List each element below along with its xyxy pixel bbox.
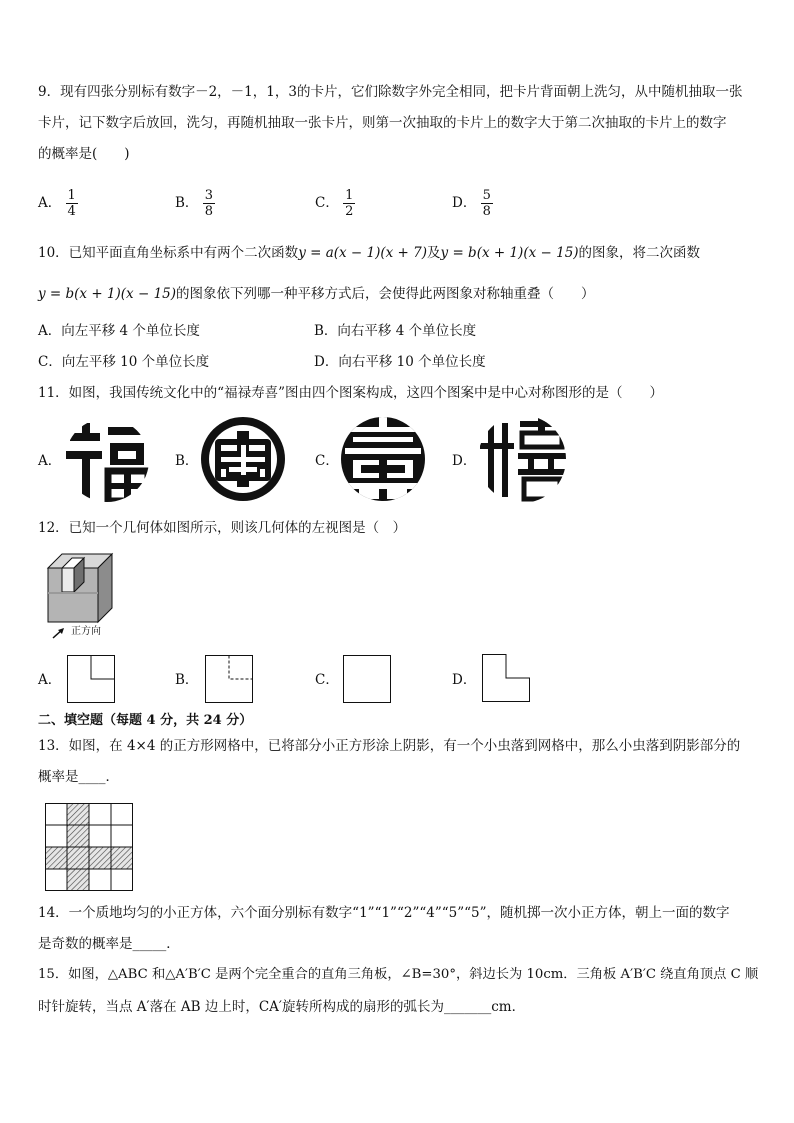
- formula-2: y = b(x + 1)(x − 15): [440, 245, 579, 261]
- q14-line-2: 是奇数的概率是_____．: [38, 936, 180, 952]
- q12-text: 12．已知一个几何体如图所示，则该几何体的左视图是（ ）: [38, 520, 407, 536]
- formula-1: y = a(x − 1)(x + 7): [298, 245, 428, 261]
- q11-option-a[interactable]: A．: [38, 453, 62, 469]
- q9-option-a[interactable]: [38, 188, 78, 219]
- q13-line-2: 概率是____．: [38, 769, 119, 785]
- xi-emblem-icon[interactable]: [476, 413, 568, 505]
- q9-option-b[interactable]: [175, 188, 215, 219]
- fraction: $\frac{5}{8}$: [482, 188, 491, 219]
- view-c-figure[interactable]: [343, 655, 391, 703]
- view-a-figure[interactable]: [67, 655, 115, 703]
- q9-line-1: 9．现有四张分别标有数字－2，－1，1，3的卡片，它们除数字外完全相同，把卡片背面朝上洗匀，从中随机抽取一张: [38, 84, 743, 100]
- q12-option-a[interactable]: A．: [38, 672, 62, 688]
- q12-option-c[interactable]: C．: [315, 672, 339, 688]
- q14-line-1: 14．一个质地均匀的小正方体，六个面分别标有数字“1”“1”“2”“4”“5”“5”，随机掷一次小正方体，朝上一面的数字: [38, 905, 730, 921]
- q9-option-c[interactable]: [315, 188, 355, 219]
- direction-label: 正方向: [71, 626, 101, 637]
- fu-emblem-icon[interactable]: [62, 415, 152, 505]
- q11-option-c[interactable]: C．: [315, 453, 339, 469]
- q10-option-c[interactable]: C．向左平移 10 个单位长度: [38, 354, 210, 370]
- q10-option-a[interactable]: A．向左平移 4 个单位长度: [38, 323, 200, 339]
- fraction: $\frac{1}{4}$: [67, 188, 76, 219]
- q15-line-2: 时针旋转，当点 A′落在 AB 边上时，CA′旋转所构成的扇形的弧长为_______cm．: [38, 999, 526, 1015]
- q13-line-1: 13．如图，在 4×4 的正方形网格中，已将部分小正方形涂上阴影，有一个小虫落到网格中，那么小虫落到阴影部分的: [38, 738, 741, 754]
- view-d-figure[interactable]: [482, 654, 530, 702]
- shou-emblem-icon[interactable]: [339, 415, 427, 503]
- q15-line-1: 15．如图，△ABC 和△A′B′C 是两个完全重合的直角三角板，∠B=30°，斜边长为 10cm．三角板 A′B′C 绕直角顶点 C 顺: [38, 967, 759, 982]
- grid-4x4-figure: [45, 803, 133, 891]
- q12-option-d[interactable]: D．: [452, 672, 477, 688]
- section-2-title: 二、填空题（每题 4 分，共 24 分）: [38, 713, 253, 728]
- option-label: B．: [175, 195, 199, 211]
- q11-text: 11．如图，我国传统文化中的“福禄寿喜”图由四个图案构成，这四个图案中是中心对称图形的是（ ）: [38, 385, 663, 401]
- option-label: D．: [452, 195, 477, 211]
- fraction: $\frac{3}{8}$: [204, 188, 213, 219]
- fraction: $\frac{1}{2}$: [345, 188, 354, 219]
- q9-line-3: 的概率是( ): [38, 146, 130, 162]
- formula-3: y = b(x + 1)(x − 15): [38, 286, 177, 302]
- solid-figure: [44, 550, 124, 628]
- q11-option-b[interactable]: B．: [175, 453, 199, 469]
- option-label: A．: [38, 195, 62, 211]
- lu-emblem-icon[interactable]: [199, 415, 287, 503]
- q10-line-1: 10．已知平面直角坐标系中有两个二次函数y = a(x − 1)(x + 7)及y = b(x + 1)(x − 15)的图象，将二次函数: [38, 245, 701, 261]
- q10-option-b[interactable]: B．向右平移 4 个单位长度: [314, 323, 477, 339]
- q12-option-b[interactable]: B．: [175, 672, 199, 688]
- q10-option-d[interactable]: D．向右平移 10 个单位长度: [314, 354, 486, 370]
- q9-option-d[interactable]: [452, 188, 493, 219]
- arrow-direction-icon: [52, 627, 66, 639]
- q9-line-2: 卡片，记下数字后放回，洗匀，再随机抽取一张卡片，则第一次抽取的卡片上的数字大于第二次抽取的卡片上的数字: [38, 115, 727, 131]
- option-label: C．: [315, 195, 339, 211]
- q10-line-2: y = b(x + 1)(x − 15)的图象依下列哪一种平移方式后，会使得此两图象对称轴重叠（ ）: [38, 286, 595, 302]
- view-b-figure[interactable]: [205, 655, 253, 703]
- q11-option-d[interactable]: D．: [452, 453, 477, 469]
